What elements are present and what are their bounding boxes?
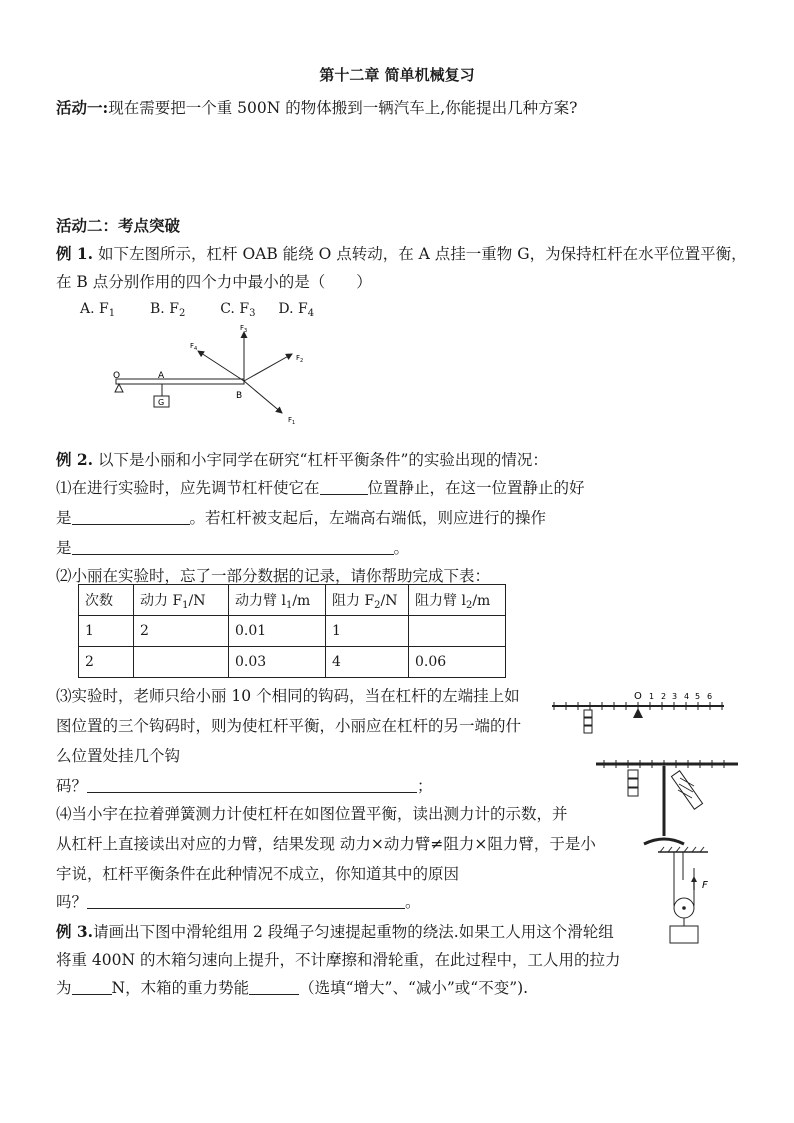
question-2-text: ⑵小丽在实验时，忘了一部分数据的记录，请你帮助完成下表：: [56, 567, 491, 585]
question-3-line-1: ⑶实验时，老师只给小丽 10 个相同的钩码，当在杠杆的左端挂上如: [56, 687, 520, 705]
f2-label: F: [296, 354, 301, 362]
page-title: 第十二章 简单机械复习: [319, 66, 475, 84]
scale-zero-label: O: [634, 691, 642, 702]
example-1-text: 如下左图所示，杠杆 OAB 能绕 O 点转动，在 A 点挂一重物 G，为保持杠杆在水平位置平衡，: [98, 245, 747, 263]
option-b[interactable]: B. $F_2$: [150, 301, 186, 319]
option-c[interactable]: C. $F_3$: [220, 301, 256, 319]
scale-tick-label: 1: [649, 692, 655, 701]
activity-1: [56, 96, 577, 118]
question-3-line-2: 图位置的三个钩码时，则为使杠杆平衡，小丽应在杠杆的另一端的什: [56, 717, 522, 735]
f3-sub: 3: [244, 328, 248, 334]
example-3-line-2: 将重 400N 的木箱匀速向上提升，不计摩擦和滑轮重，在此过程中，工人用的拉力: [56, 951, 621, 969]
question-1-line-2: [56, 506, 546, 528]
q1-text-b: 位置静止，在这一位置静止的好: [367, 479, 585, 497]
question-3-line-4: [56, 774, 433, 796]
example-1-label: 例 1.: [56, 244, 94, 263]
q1-blank-operation[interactable]: [72, 540, 394, 555]
force-f2-arrow: [244, 354, 292, 381]
example-3-line-1: [56, 920, 614, 942]
f1-label: F: [288, 416, 293, 424]
q4-text-d: 吗？: [56, 893, 88, 911]
pull-force-label: F: [702, 880, 708, 891]
scale-tick-label: 2: [661, 692, 667, 701]
scale-tick-label: 3: [672, 692, 678, 701]
f1-sub: 1: [292, 420, 296, 426]
pivot-triangle: [115, 384, 123, 392]
header-load-force: 阻力 $F_2/N$: [326, 585, 409, 616]
question-1-line-1: [56, 476, 585, 498]
spring-scale: [671, 771, 702, 810]
example-2-label: 例 2.: [56, 450, 94, 469]
question-4-line-3: 宇说，杠杆平衡条件在此种情况不成立，你知道其中的原因: [56, 865, 460, 883]
question-4-line-2: 从杠杆上直接读出对应的力臂，结果发现 动力×动力臂≠阻力×阻力臂，于是小: [56, 835, 596, 853]
lever-scale-diagram: [550, 688, 726, 744]
lever-force-diagram: [110, 322, 320, 432]
q1-text-d: 。若杠杆被支起后，左端高右端低，则应进行的操作: [189, 509, 547, 527]
table-cell: 0.01: [229, 616, 326, 647]
table-cell-blank[interactable]: [409, 616, 506, 647]
svg-text:F1: [288, 416, 295, 426]
q1-text-e: 是: [56, 539, 72, 557]
header-load-arm: 阻力臂 $l_2/m$: [409, 585, 506, 616]
q3-text-d: 码？: [56, 777, 88, 795]
f4-label: F: [190, 342, 195, 350]
scale-tick-label: 5: [695, 692, 701, 701]
activity-2-label: 活动二：考点突破: [56, 216, 181, 235]
question-4-line-4: [56, 890, 421, 912]
pull-arrow-head: [691, 876, 697, 882]
force-f1-arrow: [244, 381, 282, 413]
ex3-text-b: N，木箱的重力势能: [111, 979, 250, 997]
lever-bar: [116, 379, 244, 384]
q1-text-c: 是: [56, 509, 72, 527]
table-cell: 1: [79, 616, 134, 647]
table-cell: 0.06: [409, 647, 506, 678]
example-1-options: [80, 301, 314, 319]
activity-1-label: 活动一:: [56, 98, 109, 117]
force-f4-arrow: [198, 351, 244, 381]
stand-hook-weights: [628, 770, 638, 796]
table-row: [79, 647, 506, 678]
example-2-intro: [56, 448, 548, 470]
q4-blank-answer[interactable]: [87, 894, 405, 909]
ex3-blank-force[interactable]: [72, 980, 112, 995]
table-header-row: [79, 585, 506, 616]
table-cell: 1: [326, 616, 409, 647]
scale-pivot: [633, 708, 643, 718]
q1-blank-benefit[interactable]: [72, 510, 190, 525]
lever-data-table: [78, 584, 506, 678]
ex3-text-c: （选填“增大”、“减小”或“不变”).: [299, 979, 529, 997]
q3-blank-answer[interactable]: [87, 778, 417, 793]
option-d[interactable]: D. $F_4$: [278, 301, 315, 319]
q1-blank-position[interactable]: [320, 480, 368, 495]
header-effort-force: 动力 $F_1/N$: [134, 585, 229, 616]
table-cell-blank[interactable]: [134, 647, 229, 678]
pulley-diagram: [650, 850, 720, 948]
question-4-line-1: ⑷当小宇在拉着弹簧测力计使杠杆在如图位置平衡，读出测力计的示数，并: [56, 805, 568, 823]
svg-text:F3: [240, 324, 247, 334]
header-count: 次数: [79, 585, 134, 616]
point-a-label: A: [158, 371, 165, 381]
table-row: [79, 616, 506, 647]
f3-label: F: [240, 324, 245, 332]
pulley-axle: [682, 906, 686, 910]
example-3-label: 例 3.: [56, 922, 94, 941]
header-effort-arm: 动力臂 $l_1/m$: [229, 585, 326, 616]
table-cell: 4: [326, 647, 409, 678]
point-b-label: B: [236, 391, 243, 401]
point-o-label: O: [113, 371, 121, 381]
question-1-line-3: [56, 536, 409, 558]
weight-label: G: [158, 398, 165, 407]
table-cell: 0.03: [229, 647, 326, 678]
q1-text-a: ⑴在进行实验时，应先调节杠杆使它在: [56, 479, 320, 497]
table-cell: 2: [134, 616, 229, 647]
scale-tick-label: 4: [684, 692, 690, 701]
example-1-line-1: [56, 242, 747, 264]
option-a[interactable]: A. $F_1$: [80, 301, 116, 319]
ex3-text-a: 为: [56, 979, 72, 997]
hook-weights: [584, 710, 592, 733]
example-2-intro-text: 以下是小丽和小宇同学在研究“杠杆平衡条件”的实验出现的情况：: [98, 451, 548, 469]
svg-text:F2: [296, 354, 303, 364]
load-box: [670, 926, 698, 943]
activity-1-text: 现在需要把一个重 500N 的物体搬到一辆汽车上,你能提出几种方案?: [108, 99, 578, 117]
q1-text-f: 。: [393, 539, 410, 557]
svg-text:F4: [190, 342, 197, 352]
question-3-line-3: 么位置处挂几个钩: [56, 747, 181, 765]
example-3-text: 请画出下图中滑轮组用 2 段绳子匀速提起重物的绕法.如果工人用这个滑轮组: [93, 923, 614, 941]
stand-base: [644, 839, 684, 844]
table-cell: 2: [79, 647, 134, 678]
f4-sub: 4: [194, 346, 198, 352]
scale-tick-label: 6: [707, 692, 713, 701]
lever-stand-diagram: [594, 756, 740, 854]
f2-sub: 2: [300, 358, 304, 364]
q4-end: 。: [405, 893, 421, 911]
example-3-line-3: [56, 976, 528, 998]
q3-end: ；: [417, 777, 433, 795]
ex3-blank-energy[interactable]: [249, 980, 299, 995]
example-1-line-2: 在 B 点分别作用的四个力中最小的是（ ）: [56, 273, 372, 291]
